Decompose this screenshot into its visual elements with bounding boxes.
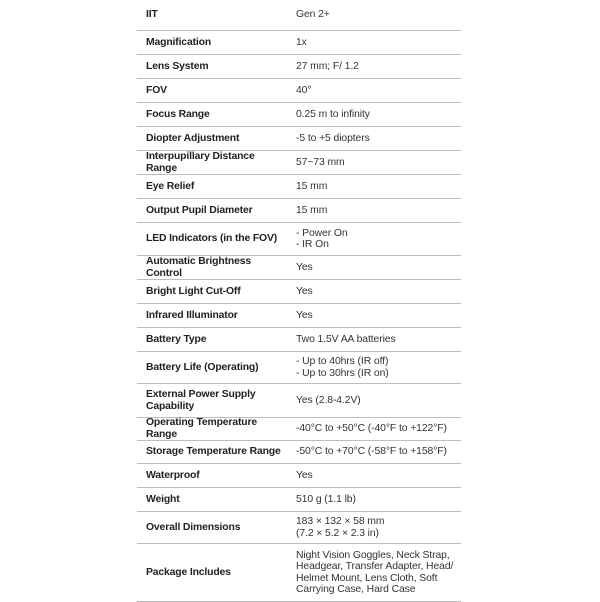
spec-value: 15 mm	[296, 204, 328, 216]
spec-label: LED Indicators (in the FOV)	[146, 233, 278, 244]
spec-value: - Up to 40hrs (IR off) - Up to 30hrs (IR on)	[296, 356, 389, 379]
spec-value: Yes	[296, 285, 313, 297]
spec-row-infrared-illuminator	[137, 303, 461, 327]
spec-row-output-pupil-diameter	[137, 198, 461, 222]
spec-row-fov	[137, 78, 461, 102]
spec-value: -50°C to +70°C (-58°F to +158°F)	[296, 446, 447, 458]
spec-row-operating-temperature	[137, 417, 461, 440]
spec-value: - Power On - IR On	[296, 227, 348, 250]
spec-value: 0.25 m to infinity	[296, 108, 370, 120]
spec-row-waterproof	[137, 463, 461, 487]
spec-value: Two 1.5V AA batteries	[296, 333, 396, 345]
spec-label: Waterproof	[146, 469, 200, 481]
spec-label: Lens System	[146, 60, 209, 72]
spec-row-weight	[137, 487, 461, 511]
spec-value: -5 to +5 diopters	[296, 132, 370, 144]
spec-value: 40°	[296, 84, 312, 96]
spec-row-focus-range	[137, 102, 461, 126]
spec-label: Battery Type	[146, 333, 207, 345]
spec-row-bright-light-cutoff	[137, 279, 461, 303]
spec-label: Weight	[146, 493, 180, 505]
spec-label: External Power Supply Capability	[146, 388, 256, 412]
spec-row-led-indicators	[137, 222, 461, 255]
spec-row-battery-type	[137, 327, 461, 351]
spec-row-battery-life	[137, 351, 461, 383]
spec-label: Eye Relief	[146, 180, 195, 192]
spec-value: Yes (2.8-4.2V)	[296, 394, 361, 406]
spec-row-interpupillary-distance	[137, 150, 461, 174]
spec-value: Yes	[296, 261, 313, 273]
spec-label: Storage Temperature Range	[146, 446, 281, 457]
spec-value: 510 g (1.1 lb)	[296, 493, 356, 505]
spec-row-external-power	[137, 383, 461, 417]
spec-value: 1x	[296, 36, 307, 48]
spec-value: 27 mm; F/ 1.2	[296, 60, 359, 72]
spec-value: Yes	[296, 469, 313, 481]
spec-value: Yes	[296, 309, 313, 321]
spec-label: Interpupillary Distance Range	[146, 150, 255, 174]
spec-value: Night Vision Goggles, Neck Strap, Headgear, Transfer Adapter, Head/ Helmet Mount, Lens Cloth, Soft Carrying Case, Hard Case	[296, 549, 454, 595]
spec-label: IIT	[146, 9, 158, 20]
spec-label: Overall Dimensions	[146, 521, 241, 533]
spec-value: 183 × 132 × 58 mm (7.2 × 5.2 × 2.3 in)	[296, 516, 385, 539]
spec-label: Automatic Brightness Control	[146, 255, 251, 279]
spec-label: Operating Temperature Range	[146, 417, 257, 440]
spec-label: Diopter Adjustment	[146, 132, 240, 144]
spec-label: Package Includes	[146, 566, 231, 578]
spec-row-package-includes	[137, 543, 461, 601]
spec-row-iit	[137, 0, 461, 30]
spec-label: FOV	[146, 84, 167, 96]
spec-table	[137, 0, 461, 602]
spec-row-magnification	[137, 30, 461, 54]
spec-value: 15 mm	[296, 180, 328, 192]
spec-value: Gen 2+	[296, 9, 330, 21]
spec-label: Output Pupil Diameter	[146, 204, 253, 216]
spec-row-lens-system	[137, 54, 461, 78]
spec-label: Bright Light Cut-Off	[146, 285, 241, 297]
spec-value: -40°C to +50°C (-40°F to +122°F)	[296, 423, 447, 435]
spec-label: Magnification	[146, 36, 212, 48]
spec-row-diopter-adjustment	[137, 126, 461, 150]
spec-label: Focus Range	[146, 108, 210, 120]
spec-value: 57~73 mm	[296, 156, 345, 168]
spec-row-eye-relief	[137, 174, 461, 198]
spec-row-automatic-brightness	[137, 255, 461, 279]
spec-row-overall-dimensions	[137, 511, 461, 543]
spec-label: Infrared Illuminator	[146, 309, 238, 321]
spec-row-storage-temperature	[137, 440, 461, 463]
spec-label: Battery Life (Operating)	[146, 361, 259, 373]
